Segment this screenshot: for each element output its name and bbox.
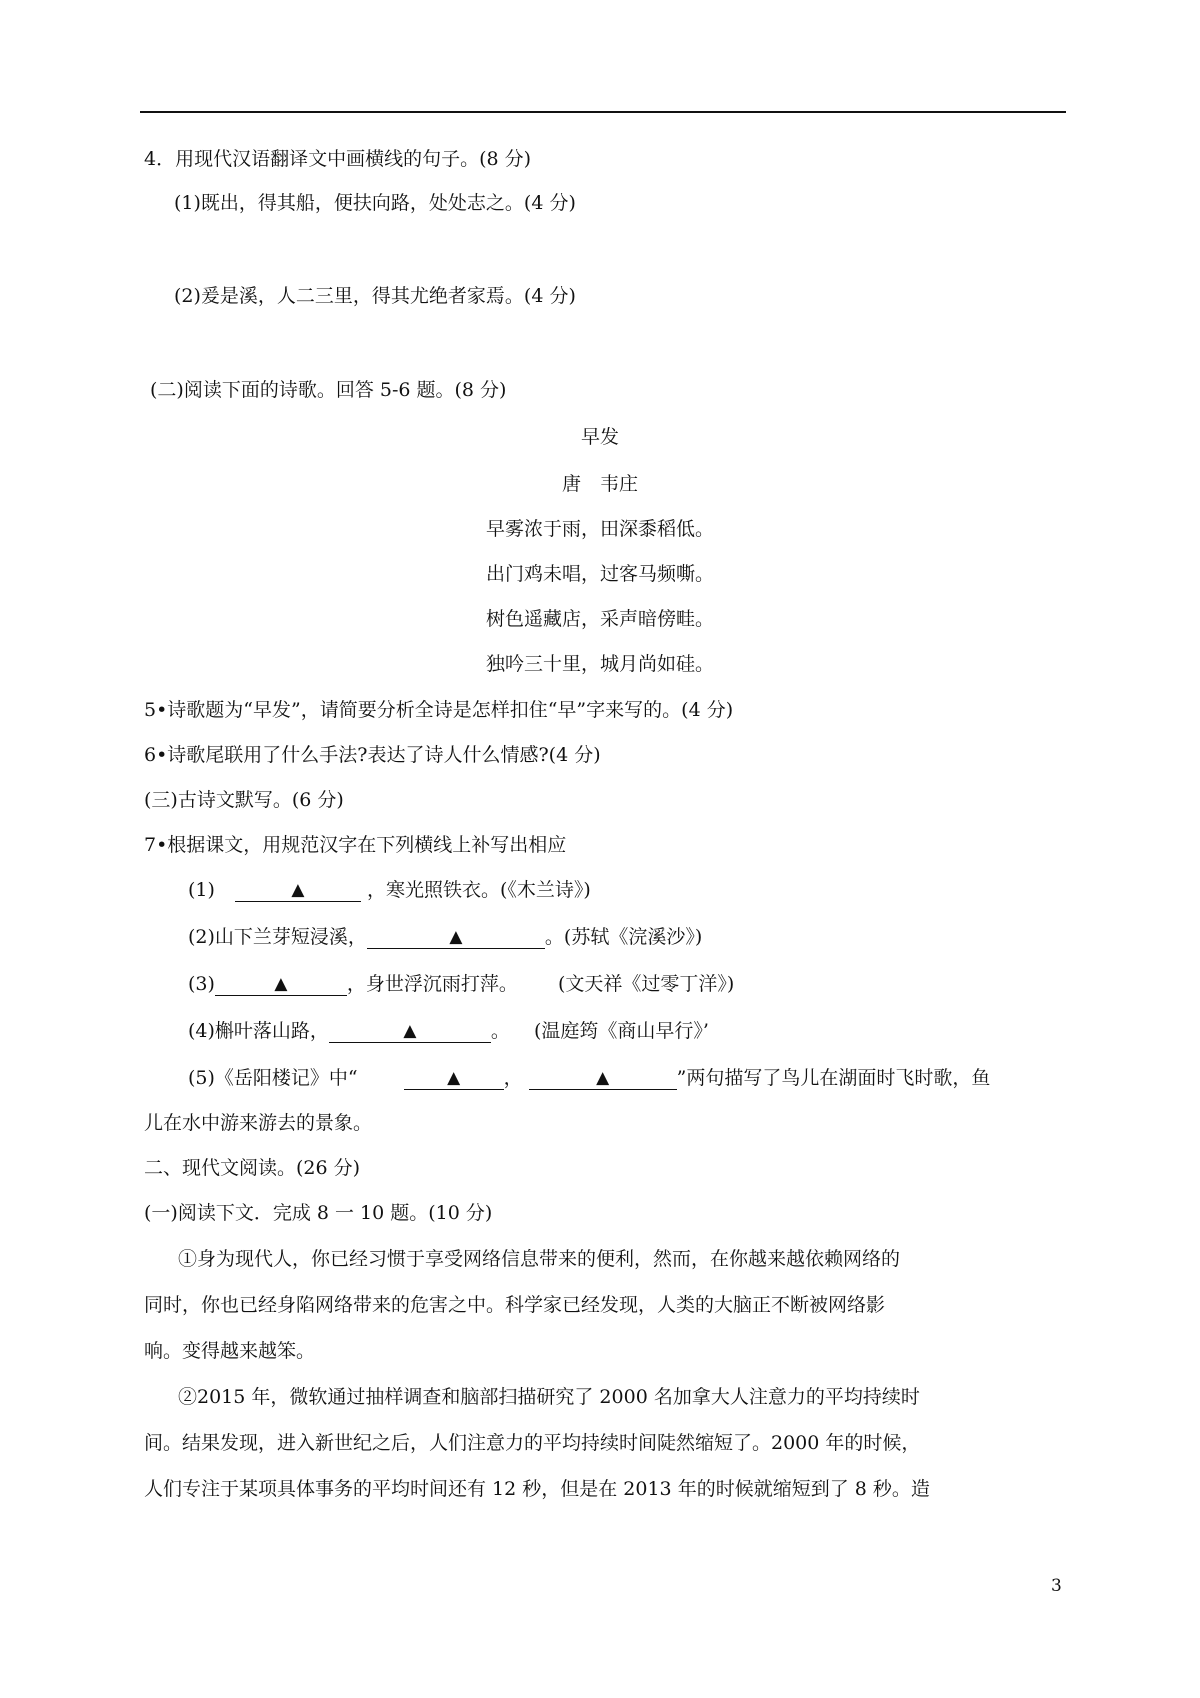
section-heading-reading: (一)阅读下文．完成 8 一 10 题。(10 分)	[144, 1202, 493, 1224]
q7-item-3-pre: (3)	[188, 973, 215, 995]
triangle-marker: ▲	[274, 974, 288, 994]
part-heading-modern: 二、现代文阅读。(26 分)	[144, 1157, 361, 1179]
q4-stem: 4．用现代汉语翻译文中画横线的句子。(8 分)	[144, 148, 532, 170]
poem-author: 唐 韦庄	[561, 473, 638, 495]
q4-sub2: (2)爰是溪，人二三里，得其尤绝者家焉。(4 分)	[174, 285, 576, 307]
q7-item-5-pre: (5)《岳阳楼记》中“	[188, 1067, 358, 1089]
paragraph-line: 人们专注于某项具体事务的平均时间还有 12 秒，但是在 2013 年的时候就缩短到了 8 秒。造	[144, 1478, 930, 1500]
q7-item-1-post: ，寒光照铁衣。(《木兰诗》)	[367, 879, 591, 901]
section-heading-recitation: (三)古诗文默写。(6 分)	[144, 789, 344, 811]
q7-item-4-source: (温庭筠《商山早行》’	[533, 1020, 709, 1042]
poem-title: 早发	[580, 426, 619, 448]
q7-item-2-pre: (2)山下兰芽短浸溪，	[188, 926, 367, 948]
section-heading-poetry: (二)阅读下面的诗歌。回答 5-6 题。(8 分)	[150, 379, 507, 401]
answer-blank[interactable]	[215, 973, 347, 996]
q7-item-4-pre: (4)槲叶落山路，	[188, 1020, 329, 1042]
q7-item-5-post: ”两句描写了鸟儿在湖面时飞时歌，鱼	[676, 1067, 991, 1089]
triangle-marker: ▲	[403, 1021, 417, 1041]
q7-item-2	[188, 924, 702, 950]
paragraph-line: ①身为现代人，你已经习惯于享受网络信息带来的便利，然而，在你越来越依赖网络的	[178, 1248, 901, 1270]
poem-line: 早雾浓于雨，田深黍稻低。	[485, 518, 714, 540]
triangle-marker: ▲	[596, 1068, 610, 1088]
q7-item-3-source: (文天祥《过零丁洋》)	[557, 973, 735, 995]
q7-item-4	[188, 1018, 709, 1044]
answer-blank[interactable]	[329, 1020, 491, 1043]
q7-item-4-post: 。	[490, 1020, 510, 1042]
q7-item-1-pre: (1)	[188, 879, 215, 901]
paragraph-line: 间。结果发现，进入新世纪之后，人们注意力的平均持续时间陡然缩短了。2000 年的时候，	[144, 1432, 921, 1454]
poem-line: 出门鸡未唱，过客马频嘶。	[485, 563, 714, 585]
answer-blank[interactable]	[529, 1067, 677, 1090]
poem-line: 独吟三十里，城月尚如硅。	[485, 653, 714, 675]
paragraph-line: 同时，你也已经身陷网络带来的危害之中。科学家已经发现，人类的大脑正不断被网络影	[144, 1294, 886, 1316]
answer-blank[interactable]	[367, 926, 545, 949]
q7-item-2-post: 。(苏轼《浣溪沙》)	[544, 926, 703, 948]
q7-item-3-post: ，身世浮沉雨打萍。	[346, 973, 518, 995]
paragraph-line: ②2015 年，微软通过抽样调查和脑部扫描研究了 2000 名加拿大人注意力的平均持续时	[178, 1386, 920, 1408]
triangle-marker: ▲	[447, 1068, 461, 1088]
q5: 5•诗歌题为“早发”，请简要分析全诗是怎样扣住“早”字来写的。(4 分)	[144, 699, 734, 721]
triangle-marker: ▲	[291, 880, 305, 900]
answer-blank[interactable]	[235, 879, 361, 902]
answer-blank[interactable]	[404, 1067, 504, 1090]
q4-sub1: (1)既出，得其船，便扶向路，处处志之。(4 分)	[174, 192, 576, 214]
q7-item-5	[188, 1065, 990, 1091]
page-number: 3	[1051, 1576, 1062, 1596]
q7-item-3	[188, 971, 734, 997]
q7-item-5-continued: 儿在水中游来游去的景象。	[144, 1112, 373, 1134]
q7-item-1	[188, 877, 591, 903]
poem-line: 树色遥藏店，采声暗傍畦。	[485, 608, 714, 630]
q7-stem: 7•根据课文，用规范汉字在下列横线上补写出相应	[144, 834, 567, 856]
header-rule	[140, 111, 1066, 113]
paragraph-line: 响。变得越来越笨。	[144, 1340, 316, 1362]
triangle-marker: ▲	[449, 927, 463, 947]
q7-item-5-mid: ，	[503, 1067, 523, 1089]
q6: 6•诗歌尾联用了什么手法?表达了诗人什么情感?(4 分)	[144, 744, 601, 766]
